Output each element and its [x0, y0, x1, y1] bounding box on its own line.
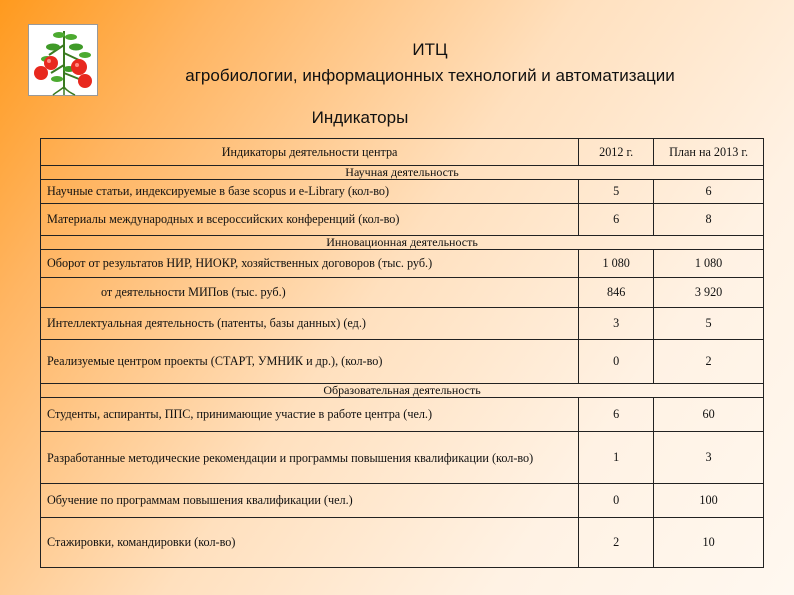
table-row [41, 308, 764, 340]
table-row [41, 180, 764, 204]
table-row [41, 250, 764, 278]
section-title-innovation: Инновационная деятельность [41, 236, 764, 250]
row-value-plan-2013: 3 920 [654, 278, 764, 308]
table-row [41, 278, 764, 308]
row-value-2012: 846 [579, 278, 654, 308]
section-row [41, 166, 764, 180]
column-header-plan-2013: План на 2013 г. [654, 139, 764, 166]
table-row [41, 432, 764, 484]
section-title-science: Научная деятельность [41, 166, 764, 180]
row-label: Реализуемые центром проекты (СТАРТ, УМНИК и др.), (кол-во) [41, 340, 579, 384]
row-label: Научные статьи, индексируемые в базе scopus и e-Library (кол-во) [41, 180, 579, 204]
section-row [41, 384, 764, 398]
row-value-2012: 6 [579, 204, 654, 236]
section-row [41, 236, 764, 250]
row-value-plan-2013: 60 [654, 398, 764, 432]
row-label: Материалы международных и всероссийских конференций (кол-во) [41, 204, 579, 236]
logo [28, 24, 98, 96]
indicators-table [40, 138, 764, 568]
row-label: Студенты, аспиранты, ППС, принимающие участие в работе центра (чел.) [41, 398, 579, 432]
row-value-plan-2013: 8 [654, 204, 764, 236]
table-row [41, 398, 764, 432]
row-value-plan-2013: 1 080 [654, 250, 764, 278]
row-value-plan-2013: 3 [654, 432, 764, 484]
row-value-2012: 3 [579, 308, 654, 340]
row-label: от деятельности МИПов (тыс. руб.) [41, 278, 579, 308]
row-value-plan-2013: 2 [654, 340, 764, 384]
table-row [41, 204, 764, 236]
table-row [41, 518, 764, 568]
row-value-plan-2013: 10 [654, 518, 764, 568]
row-label: Оборот от результатов НИР, НИОКР, хозяйственных договоров (тыс. руб.) [41, 250, 579, 278]
row-label: Разработанные методические рекомендации и программы повышения квалификации (кол-во) [41, 432, 579, 484]
row-value-plan-2013: 6 [654, 180, 764, 204]
center-full-name: агробиологии, информационных технологий и автоматизации [185, 66, 675, 85]
row-value-2012: 6 [579, 398, 654, 432]
row-value-2012: 1 [579, 432, 654, 484]
row-value-2012: 1 080 [579, 250, 654, 278]
page-subtitle: Индикаторы [311, 108, 409, 127]
table-row [41, 340, 764, 384]
row-value-2012: 5 [579, 180, 654, 204]
row-label: Стажировки, командировки (кол-во) [41, 518, 579, 568]
row-value-2012: 0 [579, 484, 654, 518]
column-header-indicator: Индикаторы деятельности центра [41, 139, 579, 166]
row-value-2012: 0 [579, 340, 654, 384]
row-value-plan-2013: 100 [654, 484, 764, 518]
column-header-2012: 2012 г. [579, 139, 654, 166]
row-label: Интеллектуальная деятельность (патенты, базы данных) (ед.) [41, 308, 579, 340]
center-title: ИТЦ [412, 40, 448, 59]
table-header-row [41, 139, 764, 166]
table-row [41, 484, 764, 518]
row-label: Обучение по программам повышения квалификации (чел.) [41, 484, 579, 518]
section-title-education: Образовательная деятельность [41, 384, 764, 398]
tomato-plant-icon [29, 25, 99, 97]
row-value-plan-2013: 5 [654, 308, 764, 340]
row-value-2012: 2 [579, 518, 654, 568]
